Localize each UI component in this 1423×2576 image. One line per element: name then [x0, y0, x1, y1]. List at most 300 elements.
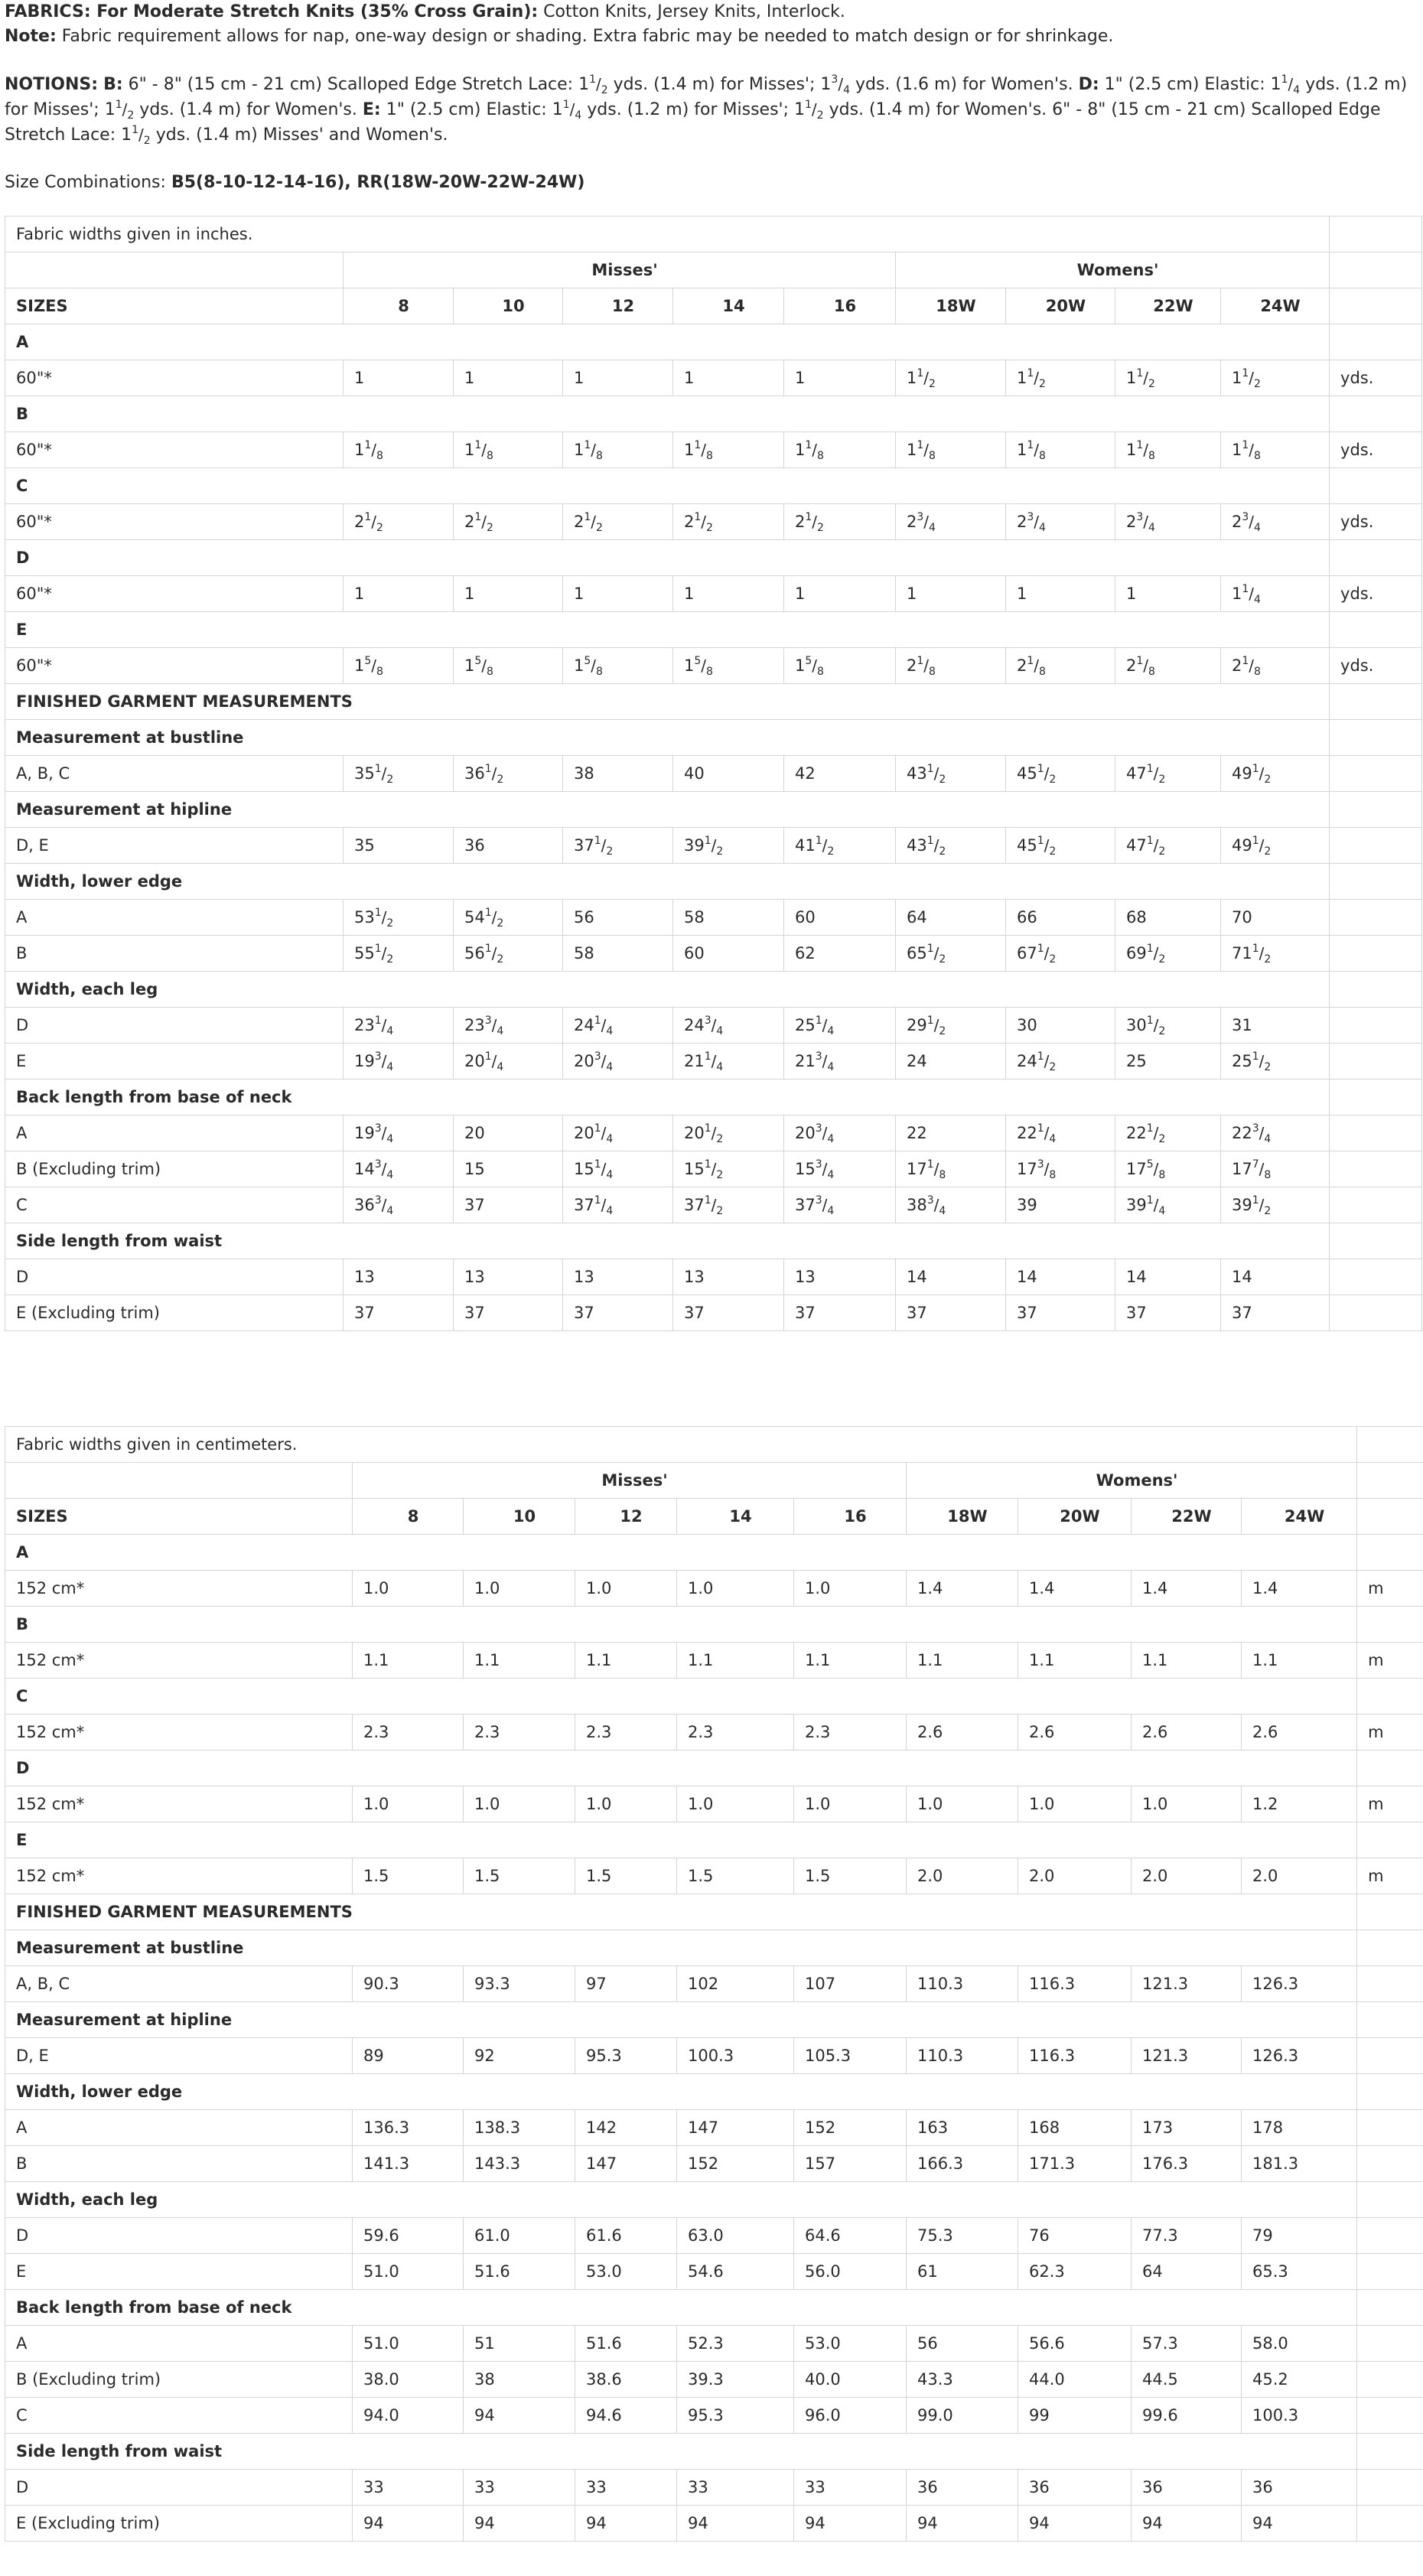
row-label: D: [5, 1259, 344, 1295]
value-cell-16: $25^1/_4$: [784, 1008, 896, 1044]
size-group-row: [5, 252, 1422, 288]
value-cell-10: 1: [454, 576, 563, 612]
value-cell-14: 33: [677, 2470, 794, 2506]
value-cell-12: 2.3: [575, 1715, 677, 1750]
value-cell-14: 1: [673, 360, 784, 396]
value-cell-24w: 1.4: [1242, 1571, 1357, 1607]
value-cell-20w: 1: [1006, 576, 1115, 612]
row-label: E: [5, 1044, 344, 1080]
blank-cell: [1357, 2362, 1423, 2398]
value-cell-22w: 64: [1132, 2254, 1242, 2290]
value-cell-16: $1^5/_8$: [784, 648, 896, 684]
value-cell-14: 39.3: [677, 2362, 794, 2398]
blank-cell: [1330, 684, 1422, 720]
value-cell-24w: 79: [1242, 2218, 1357, 2254]
section-heading: Width, lower edge: [5, 864, 1330, 900]
row-label: B (Excluding trim): [5, 2362, 353, 2398]
row-label: A, B, C: [5, 1966, 353, 2002]
value-cell-16: 13: [784, 1259, 896, 1295]
value-cell-22w: 44.5: [1132, 2362, 1242, 2398]
value-cell-14: 152: [677, 2146, 794, 2182]
value-cell-12: $20^3/_4$: [563, 1044, 673, 1080]
blank-cell: [1357, 2254, 1423, 2290]
value-cell-12: 142: [575, 2110, 677, 2146]
size-header-10: 10: [454, 288, 563, 324]
value-cell-20w: $22^1/_4$: [1006, 1115, 1115, 1151]
value-cell-12: 37: [563, 1295, 673, 1331]
value-cell-8: 59.6: [353, 2218, 464, 2254]
section-row: [5, 1822, 1423, 1858]
value-cell-18w: 14: [896, 1259, 1006, 1295]
value-cell-20w: 14: [1006, 1259, 1115, 1295]
value-cell-20w: 37: [1006, 1295, 1115, 1331]
value-cell-14: 58: [673, 900, 784, 936]
value-cell-20w: 66: [1006, 900, 1115, 936]
value-cell-20w: 1.4: [1018, 1571, 1132, 1607]
value-cell-10: 94: [464, 2506, 575, 2542]
row-label: A: [5, 1115, 344, 1151]
value-cell-10: 33: [464, 2470, 575, 2506]
value-cell-14: 102: [677, 1966, 794, 2002]
value-cell-8: 38.0: [353, 2362, 464, 2398]
blank-cell: [1330, 1115, 1422, 1151]
value-cell-22w: 37: [1115, 1295, 1221, 1331]
value-cell-18w: $65^1/_2$: [896, 936, 1006, 972]
value-cell-24w: 58.0: [1242, 2326, 1357, 2362]
value-cell-22w: 25: [1115, 1044, 1221, 1080]
unit-label: m: [1357, 1858, 1423, 1894]
size-header-18w: 18W: [907, 1499, 1018, 1535]
blank-cell: [1330, 756, 1422, 792]
table-row: [5, 1966, 1423, 2002]
value-cell-20w: 36: [1018, 2470, 1132, 2506]
value-cell-12: $2^1/_2$: [563, 504, 673, 540]
value-cell-22w: $69^1/_2$: [1115, 936, 1221, 972]
value-cell-16: 1.1: [794, 1643, 907, 1679]
value-cell-20w: 2.6: [1018, 1715, 1132, 1750]
blank-cell: [1357, 2218, 1423, 2254]
value-cell-18w: 99.0: [907, 2398, 1018, 2434]
size-header-12: 12: [563, 288, 673, 324]
value-cell-8: 1: [344, 576, 454, 612]
value-cell-16: 53.0: [794, 2326, 907, 2362]
blank-cell: [1357, 1966, 1423, 2002]
unit-label: m: [1357, 1786, 1423, 1822]
notions-e-text: 1" (2.5 cm) Elastic: $1^1/_4$ yds. (1.2 m) for Misses'; $1^1/_2$ yds. (1.4 m) for Women's. 6" - 8" (15 cm - 21 cm) Scalloped Edge Stretch Lace: $1^1/_2$ yds. (1.4 m) Misses' and Women's.: [5, 99, 1381, 147]
blank-cell: [1330, 1295, 1422, 1331]
row-label: C: [5, 1187, 344, 1223]
section-heading: B: [5, 396, 1330, 432]
unit-spacer: [1330, 396, 1422, 432]
blank-cell: [1330, 900, 1422, 936]
section-heading: E: [5, 1822, 1357, 1858]
value-cell-24w: $2^1/_8$: [1221, 648, 1330, 684]
value-cell-14: $37^1/_2$: [673, 1187, 784, 1223]
table-row: [5, 756, 1422, 792]
table-row: [5, 1715, 1423, 1750]
size-combinations-line: [5, 171, 1420, 195]
value-cell-14: $15^1/_2$: [673, 1151, 784, 1187]
table-row: [5, 1151, 1422, 1187]
caption-row: [5, 1427, 1423, 1463]
value-cell-22w: $39^1/_4$: [1115, 1187, 1221, 1223]
row-label: 152 cm*: [5, 1643, 353, 1679]
value-cell-10: $56^1/_2$: [454, 936, 563, 972]
table-row: [5, 2326, 1423, 2362]
value-cell-20w: 116.3: [1018, 2038, 1132, 2074]
blank-cell: [1330, 217, 1422, 252]
value-cell-22w: 57.3: [1132, 2326, 1242, 2362]
table-row: [5, 2254, 1423, 2290]
value-cell-14: $2^1/_2$: [673, 504, 784, 540]
blank-cell: [1330, 1080, 1422, 1115]
value-cell-20w: 168: [1018, 2110, 1132, 2146]
value-cell-10: 37: [454, 1295, 563, 1331]
row-label: A: [5, 2326, 353, 2362]
table-row: [5, 1008, 1422, 1044]
value-cell-14: $20^1/_2$: [673, 1115, 784, 1151]
blank-cell: [1330, 288, 1422, 324]
size-header-16: 16: [784, 288, 896, 324]
value-cell-14: 2.3: [677, 1715, 794, 1750]
value-cell-22w: $47^1/_2$: [1115, 828, 1221, 864]
value-cell-24w: 94: [1242, 2506, 1357, 2542]
value-cell-8: 51.0: [353, 2254, 464, 2290]
value-cell-18w: 75.3: [907, 2218, 1018, 2254]
value-cell-24w: 1.1: [1242, 1643, 1357, 1679]
unit-label: m: [1357, 1643, 1423, 1679]
table-row: [5, 648, 1422, 684]
value-cell-22w: 1.1: [1132, 1643, 1242, 1679]
blank-cell: [1357, 2398, 1423, 2434]
section-heading: Width, each leg: [5, 972, 1330, 1008]
value-cell-14: $1^1/_8$: [673, 432, 784, 468]
note-label: Note:: [5, 27, 57, 46]
centimeters-size-table: [5, 1426, 1423, 2542]
value-cell-20w: 116.3: [1018, 1966, 1132, 2002]
value-cell-8: $36^3/_4$: [344, 1187, 454, 1223]
value-cell-18w: 110.3: [907, 1966, 1018, 2002]
unit-spacer: [1357, 1535, 1423, 1571]
blank-cell: [1357, 2182, 1423, 2218]
section-row: [5, 396, 1422, 432]
value-cell-14: 1: [673, 576, 784, 612]
row-label: E (Excluding trim): [5, 1295, 344, 1331]
value-cell-20w: $45^1/_2$: [1006, 828, 1115, 864]
value-cell-18w: $2^3/_4$: [896, 504, 1006, 540]
value-cell-24w: 31: [1221, 1008, 1330, 1044]
size-header-22w: 22W: [1132, 1499, 1242, 1535]
section-row: [5, 864, 1422, 900]
blank-cell: [1357, 2002, 1423, 2038]
value-cell-16: 94: [794, 2506, 907, 2542]
table-row: [5, 1044, 1422, 1080]
section-heading: Measurement at bustline: [5, 1930, 1357, 1966]
table-caption: Fabric widths given in inches.: [5, 217, 1330, 252]
value-cell-16: $21^3/_4$: [784, 1044, 896, 1080]
table-row: [5, 2110, 1423, 2146]
section-row: [5, 1080, 1422, 1115]
row-label: 60"*: [5, 648, 344, 684]
row-label: C: [5, 2398, 353, 2434]
section-row: [5, 972, 1422, 1008]
notions-b-text: 6" - 8" (15 cm - 21 cm) Scalloped Edge Stretch Lace: $1^1/_2$ yds. (1.4 m) for Misses'; $1^3/_4$ yds. (1.6 m) for Women's.: [128, 73, 1073, 96]
value-cell-16: 1.5: [794, 1858, 907, 1894]
notions-b-label: B:: [103, 75, 123, 94]
row-label: A: [5, 900, 344, 936]
value-cell-16: 107: [794, 1966, 907, 2002]
value-cell-22w: 1: [1115, 576, 1221, 612]
value-cell-20w: $45^1/_2$: [1006, 756, 1115, 792]
blank-cell: [1330, 1223, 1422, 1259]
note-text: Fabric requirement allows for nap, one-way design or shading. Extra fabric may be needed to match design or for shrinkage.: [56, 27, 1114, 46]
value-cell-10: 51.6: [464, 2254, 575, 2290]
value-cell-20w: 62.3: [1018, 2254, 1132, 2290]
value-cell-24w: $1^1/_8$: [1221, 432, 1330, 468]
value-cell-18w: $17^1/_8$: [896, 1151, 1006, 1187]
value-cell-18w: 1.1: [907, 1643, 1018, 1679]
value-cell-22w: 2.6: [1132, 1715, 1242, 1750]
value-cell-24w: 65.3: [1242, 2254, 1357, 2290]
value-cell-8: 37: [344, 1295, 454, 1331]
value-cell-20w: 171.3: [1018, 2146, 1132, 2182]
value-cell-14: 40: [673, 756, 784, 792]
section-row: [5, 2290, 1423, 2326]
value-cell-22w: $17^5/_8$: [1115, 1151, 1221, 1187]
section-row: [5, 1894, 1423, 1930]
value-cell-20w: 1.0: [1018, 1786, 1132, 1822]
size-header-14: 14: [673, 288, 784, 324]
value-cell-22w: $2^3/_4$: [1115, 504, 1221, 540]
notions-d-text: 1" (2.5 cm) Elastic: $1^1/_4$ yds. (1.2 m) for Misses'; $1^1/_2$ yds. (1.4 m) for Women's.: [5, 73, 1408, 122]
value-cell-8: $1^1/_8$: [344, 432, 454, 468]
size-header-8: 8: [344, 288, 454, 324]
value-cell-24w: $1^1/_4$: [1221, 576, 1330, 612]
value-cell-16: 1.0: [794, 1571, 907, 1607]
value-cell-20w: 44.0: [1018, 2362, 1132, 2398]
section-heading: FINISHED GARMENT MEASUREMENTS: [5, 684, 1330, 720]
unit-spacer: [1330, 468, 1422, 504]
value-cell-18w: $43^1/_2$: [896, 828, 1006, 864]
value-cell-22w: 1.0: [1132, 1786, 1242, 1822]
value-cell-16: 42: [784, 756, 896, 792]
value-cell-8: $23^1/_4$: [344, 1008, 454, 1044]
value-cell-22w: 173: [1132, 2110, 1242, 2146]
blank-cell: [1357, 2506, 1423, 2542]
size-header-20w: 20W: [1006, 288, 1115, 324]
section-heading: Width, each leg: [5, 2182, 1357, 2218]
value-cell-24w: 14: [1221, 1259, 1330, 1295]
value-cell-10: $1^5/_8$: [454, 648, 563, 684]
value-cell-20w: $2^1/_8$: [1006, 648, 1115, 684]
table-row: [5, 1295, 1422, 1331]
value-cell-24w: $49^1/_2$: [1221, 828, 1330, 864]
value-cell-20w: 2.0: [1018, 1858, 1132, 1894]
table-row: [5, 1115, 1422, 1151]
section-heading: A: [5, 1535, 1357, 1571]
value-cell-22w: 2.0: [1132, 1858, 1242, 1894]
value-cell-12: $1^5/_8$: [563, 648, 673, 684]
section-row: [5, 1750, 1423, 1786]
row-label: D, E: [5, 2038, 353, 2074]
blank-cell: [1357, 1930, 1423, 1966]
value-cell-18w: 110.3: [907, 2038, 1018, 2074]
value-cell-8: $35^1/_2$: [344, 756, 454, 792]
section-row: [5, 1607, 1423, 1643]
table-row: [5, 2146, 1423, 2182]
value-cell-24w: $1^1/_2$: [1221, 360, 1330, 396]
blank-cell: [1357, 1894, 1423, 1930]
section-row: [5, 468, 1422, 504]
caption-row: [5, 217, 1422, 252]
section-heading: E: [5, 612, 1330, 648]
value-cell-8: $53^1/_2$: [344, 900, 454, 936]
section-heading: A: [5, 324, 1330, 360]
value-cell-16: 105.3: [794, 2038, 907, 2074]
blank-cell: [1330, 972, 1422, 1008]
blank-cell: [1330, 864, 1422, 900]
section-row: [5, 2074, 1423, 2110]
value-cell-12: $15^1/_4$: [563, 1151, 673, 1187]
row-label: 60"*: [5, 360, 344, 396]
value-cell-8: 94: [353, 2506, 464, 2542]
value-cell-22w: 14: [1115, 1259, 1221, 1295]
section-row: [5, 1223, 1422, 1259]
row-label: A: [5, 2110, 353, 2146]
value-cell-10: 1.5: [464, 1858, 575, 1894]
blank-cell: [1330, 1044, 1422, 1080]
value-cell-10: 143.3: [464, 2146, 575, 2182]
value-cell-12: 147: [575, 2146, 677, 2182]
value-cell-10: $54^1/_2$: [454, 900, 563, 936]
section-row: [5, 324, 1422, 360]
value-cell-22w: $1^1/_2$: [1115, 360, 1221, 396]
section-heading: Width, lower edge: [5, 2074, 1357, 2110]
size-header-16: 16: [794, 1499, 907, 1535]
group-spacer: [5, 1463, 353, 1499]
unit-spacer: [1330, 324, 1422, 360]
notions-label: NOTIONS:: [5, 75, 99, 94]
value-cell-22w: 77.3: [1132, 2218, 1242, 2254]
value-cell-10: $20^1/_4$: [454, 1044, 563, 1080]
value-cell-8: $14^3/_4$: [344, 1151, 454, 1187]
table-caption: Fabric widths given in centimeters.: [5, 1427, 1357, 1463]
value-cell-14: 100.3: [677, 2038, 794, 2074]
womens-group-header: Womens': [896, 252, 1330, 288]
section-row: [5, 684, 1422, 720]
value-cell-10: 94: [464, 2398, 575, 2434]
value-cell-8: $19^3/_4$: [344, 1115, 454, 1151]
fabrics-line: [5, 0, 1420, 24]
section-row: [5, 1535, 1423, 1571]
size-combinations-label: Size Combinations:: [5, 173, 166, 192]
value-cell-18w: $1^1/_2$: [896, 360, 1006, 396]
value-cell-12: 97: [575, 1966, 677, 2002]
value-cell-20w: $2^3/_4$: [1006, 504, 1115, 540]
value-cell-14: 95.3: [677, 2398, 794, 2434]
row-label: 60"*: [5, 504, 344, 540]
value-cell-8: 33: [353, 2470, 464, 2506]
section-heading: Measurement at hipline: [5, 792, 1330, 828]
blank-cell: [1357, 1499, 1423, 1535]
value-cell-8: 1: [344, 360, 454, 396]
note-line: [5, 24, 1420, 49]
value-cell-20w: $1^1/_2$: [1006, 360, 1115, 396]
size-header-14: 14: [677, 1499, 794, 1535]
blank-cell: [1357, 2326, 1423, 2362]
section-heading: Measurement at bustline: [5, 720, 1330, 756]
unit-label: yds.: [1330, 576, 1422, 612]
row-label: B: [5, 936, 344, 972]
value-cell-8: 1.0: [353, 1571, 464, 1607]
value-cell-22w: $30^1/_2$: [1115, 1008, 1221, 1044]
unit-spacer: [1357, 1679, 1423, 1715]
value-cell-12: 94: [575, 2506, 677, 2542]
table-row: [5, 2470, 1423, 2506]
value-cell-10: $36^1/_2$: [454, 756, 563, 792]
value-cell-16: 152: [794, 2110, 907, 2146]
value-cell-12: 1: [563, 576, 673, 612]
value-cell-24w: 36: [1242, 2470, 1357, 2506]
value-cell-12: $20^1/_4$: [563, 1115, 673, 1151]
value-cell-14: 94: [677, 2506, 794, 2542]
value-cell-18w: 56: [907, 2326, 1018, 2362]
value-cell-22w: 1.4: [1132, 1571, 1242, 1607]
section-heading: Back length from base of neck: [5, 2290, 1357, 2326]
value-cell-16: 64.6: [794, 2218, 907, 2254]
value-cell-22w: $22^1/_2$: [1115, 1115, 1221, 1151]
value-cell-20w: $67^1/_2$: [1006, 936, 1115, 972]
value-cell-10: $23^3/_4$: [454, 1008, 563, 1044]
section-row: [5, 540, 1422, 576]
value-cell-24w: 126.3: [1242, 1966, 1357, 2002]
blank-cell: [1330, 1259, 1422, 1295]
table-row: [5, 576, 1422, 612]
value-cell-20w: 56.6: [1018, 2326, 1132, 2362]
value-cell-24w: 37: [1221, 1295, 1330, 1331]
value-cell-10: 15: [454, 1151, 563, 1187]
size-header-22w: 22W: [1115, 288, 1221, 324]
blank-cell: [1330, 828, 1422, 864]
row-label: D: [5, 2470, 353, 2506]
blank-cell: [1357, 2110, 1423, 2146]
value-cell-12: $37^1/_2$: [563, 828, 673, 864]
value-cell-14: $1^5/_8$: [673, 648, 784, 684]
section-row: [5, 612, 1422, 648]
row-label: 152 cm*: [5, 1571, 353, 1607]
unit-label: yds.: [1330, 504, 1422, 540]
value-cell-8: 141.3: [353, 2146, 464, 2182]
value-cell-8: 13: [344, 1259, 454, 1295]
notions-d-label: D:: [1078, 75, 1099, 94]
row-label: 60"*: [5, 432, 344, 468]
value-cell-24w: 2.0: [1242, 1858, 1357, 1894]
size-group-row: [5, 1463, 1423, 1499]
value-cell-20w: 1.1: [1018, 1643, 1132, 1679]
value-cell-18w: 166.3: [907, 2146, 1018, 2182]
blank-cell: [1357, 2470, 1423, 2506]
value-cell-18w: 64: [896, 900, 1006, 936]
value-cell-16: 40.0: [794, 2362, 907, 2398]
value-cell-12: $1^1/_8$: [563, 432, 673, 468]
unit-spacer: [1357, 1607, 1423, 1643]
value-cell-24w: $39^1/_2$: [1221, 1187, 1330, 1223]
value-cell-14: 13: [673, 1259, 784, 1295]
value-cell-12: 38: [563, 756, 673, 792]
sizes-header-row: [5, 1499, 1423, 1535]
value-cell-16: 1.0: [794, 1786, 907, 1822]
inches-size-table: [5, 216, 1422, 1331]
